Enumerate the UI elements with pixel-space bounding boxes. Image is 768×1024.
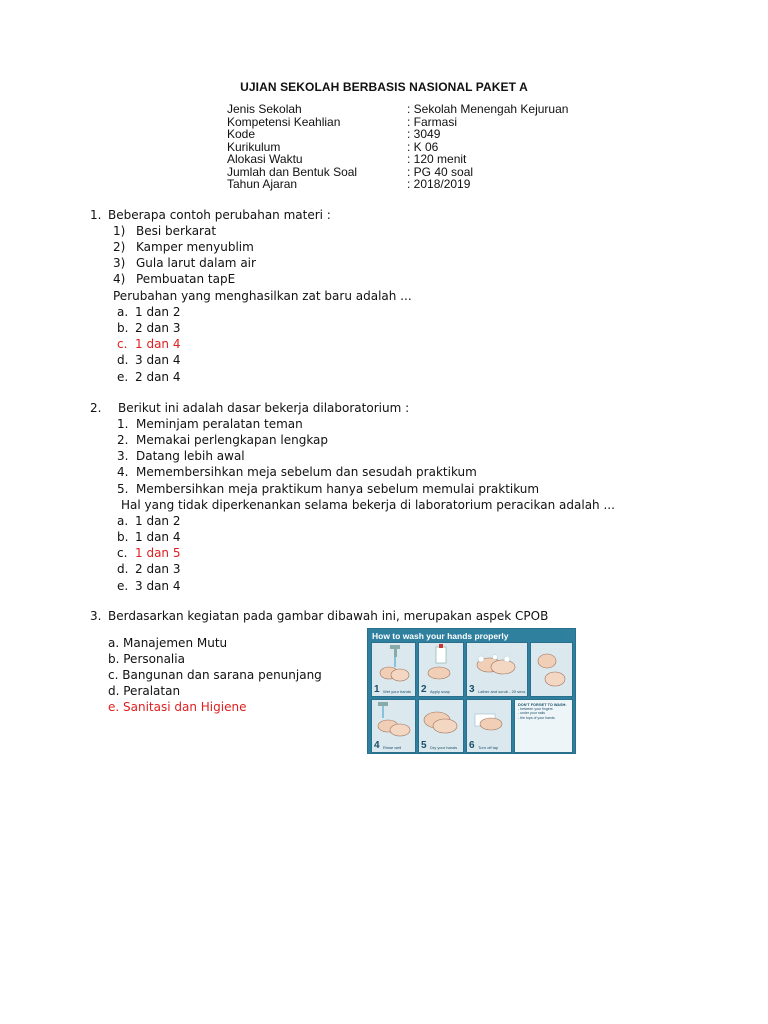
item-number: 3) — [113, 256, 126, 270]
option: c. Bangunan dan sarana penunjang — [108, 668, 322, 682]
option-letter: c. — [117, 546, 128, 560]
question-number: 1. — [90, 208, 102, 222]
info-value: : 120 menit — [407, 152, 467, 166]
info-row — [227, 128, 568, 141]
option-letter: a. — [117, 305, 129, 319]
info-row — [227, 116, 568, 129]
option-letter: b. — [117, 321, 129, 335]
info-label: Jenis Sekolah — [227, 102, 302, 116]
info-value: : Sekolah Menengah Kejuruan — [407, 102, 569, 116]
option-text: 2 dan 3 — [135, 562, 181, 576]
item-text: Memakai perlengkapan lengkap — [136, 433, 329, 447]
option-text: 1 dan 4 — [135, 530, 181, 544]
step-number: 4 — [374, 740, 380, 751]
option-letter: b. — [117, 530, 129, 544]
step-number: 3 — [469, 684, 475, 695]
step-number: 6 — [469, 740, 475, 751]
info-label: Tahun Ajaran — [227, 177, 298, 191]
option-text: 1 dan 2 — [135, 514, 181, 528]
item-text: Membersihkan meja praktikum hanya sebelum memulai praktikum — [136, 482, 540, 496]
option-letter-answer: c. — [117, 337, 128, 351]
exam-info-table — [227, 103, 568, 191]
item-text: Gula larut dalam air — [136, 256, 256, 270]
soap-dispenser-icon — [419, 643, 463, 688]
option-letter: e. — [117, 579, 129, 593]
step-panel — [466, 642, 528, 697]
reminder-line: - the tops of your hands — [518, 715, 555, 720]
info-value: : K 06 — [407, 139, 439, 154]
info-value: : 2018/2019 — [407, 177, 471, 191]
reminder-title: DON'T FORGET TO WASH: — [518, 703, 567, 707]
info-row — [227, 178, 568, 191]
option-text: 1 dan 2 — [135, 305, 181, 319]
option-text-answer: 1 dan 4 — [135, 337, 181, 351]
question-text: Berikut ini adalah dasar bekerja dilaboratorium : — [118, 401, 410, 415]
option-letter: d. — [117, 353, 129, 367]
step-number: 1 — [374, 684, 380, 695]
info-label: Kurikulum — [227, 139, 281, 154]
option-letter: e. — [117, 370, 129, 384]
item-number: 2) — [113, 240, 126, 254]
info-value: : 3049 — [407, 127, 441, 141]
reminder-panel — [514, 699, 573, 753]
question-text: Beberapa contoh perubahan materi : — [108, 208, 331, 222]
step-panel — [418, 699, 464, 753]
option-letter: a. — [117, 514, 129, 528]
step-caption: Apply soap — [430, 689, 450, 694]
step-panel — [466, 699, 512, 753]
reminder-line: - under your nails — [518, 711, 546, 716]
tap-hands-icon — [372, 643, 415, 688]
item-text: Meminjam peralatan teman — [136, 417, 303, 431]
info-value: : PG 40 soal — [407, 164, 474, 179]
item-number: 3. — [117, 449, 129, 463]
exam-title: UJIAN SEKOLAH BERBASIS NASIONAL PAKET A — [240, 80, 528, 94]
option-answer: e. Sanitasi dan Higiene — [108, 700, 247, 714]
item-number: 1. — [117, 417, 129, 431]
handwashing-poster — [367, 628, 576, 754]
item-number: 4. — [117, 465, 129, 479]
question-number: 2. — [90, 401, 102, 415]
item-text: Kamper menyublim — [136, 240, 254, 254]
scrub-hands-icon — [531, 643, 572, 693]
item-number: 2. — [117, 433, 129, 447]
item-text: Memembersihkan meja sebelum dan sesudah praktikum — [136, 465, 477, 479]
step-panel — [371, 642, 416, 697]
step-number: 5 — [421, 740, 427, 751]
step-panel — [418, 642, 464, 697]
info-label: Kode — [227, 127, 256, 141]
step-panel — [371, 699, 416, 753]
poster-title: How to wash your hands properly — [372, 631, 509, 641]
option-text: 2 dan 3 — [135, 321, 181, 335]
option: d. Peralatan — [108, 684, 181, 698]
option-text: 3 dan 4 — [135, 579, 181, 593]
reminder-text — [518, 703, 567, 720]
reminder-line: - between your fingers — [518, 707, 553, 712]
question-prompt: Perubahan yang menghasilkan zat baru adalah ... — [113, 289, 412, 303]
item-text: Besi berkarat — [136, 224, 217, 238]
item-number: 5. — [117, 482, 129, 496]
step-caption: Dry your hands — [430, 745, 458, 750]
item-text: Datang lebih awal — [136, 449, 245, 463]
step-caption: Rinse well — [383, 745, 402, 750]
step-number: 2 — [421, 684, 427, 695]
step-caption: Turn off tap — [478, 745, 499, 750]
option: b. Personalia — [108, 652, 185, 666]
info-row — [227, 103, 568, 116]
dry-hands-icon — [419, 700, 463, 744]
towel-tap-icon — [467, 700, 511, 744]
info-row — [227, 153, 568, 166]
option: a. Manajemen Mutu — [108, 636, 228, 650]
info-label: Kompetensi Keahlian — [227, 114, 341, 129]
step-caption: Lather and scrub - 20 secs — [478, 689, 526, 694]
info-label: Jumlah dan Bentuk Soal — [227, 164, 358, 179]
lather-hands-icon — [467, 643, 527, 688]
item-text: Pembuatan tapE — [136, 272, 236, 286]
item-number: 4) — [113, 272, 126, 286]
info-value: : Farmasi — [407, 114, 458, 129]
option-letter: d. — [117, 562, 129, 576]
info-label: Alokasi Waktu — [227, 152, 303, 166]
question-text: Berdasarkan kegiatan pada gambar dibawah ini, merupakan aspek CPOB — [108, 609, 549, 623]
option-text: 3 dan 4 — [135, 353, 181, 367]
step-panel — [530, 642, 573, 697]
option-text-answer: 1 dan 5 — [135, 546, 181, 560]
option-text: 2 dan 4 — [135, 370, 181, 384]
rinse-hands-icon — [372, 700, 415, 744]
step-caption: Wet your hands — [383, 689, 411, 694]
question-number: 3. — [90, 609, 102, 623]
item-number: 1) — [113, 224, 126, 238]
question-prompt: Hal yang tidak diperkenankan selama bekerja di laboratorium peracikan adalah ... — [121, 498, 615, 512]
